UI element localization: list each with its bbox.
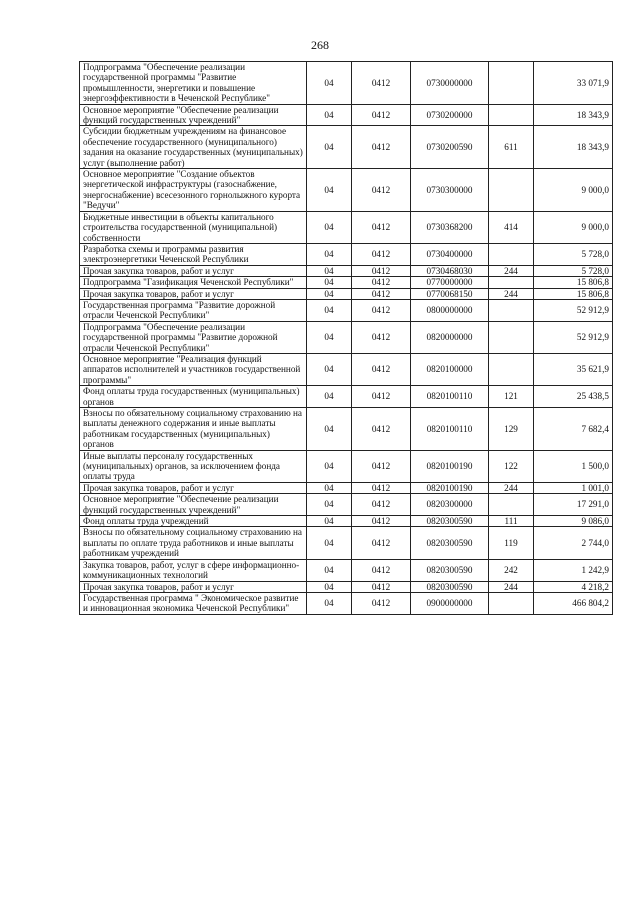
table-row (80, 386, 613, 408)
row-section-cell: 04 (307, 126, 352, 169)
row-name-cell: Взносы по обязательному социальному страхованию на выплаты денежного содержания и иные выплаты работникам государственных (муниципальных) органов (80, 408, 307, 451)
row-name-cell: Подпрограмма "Обеспечение реализации государственной программы "Развитие дорожной отрасли Чеченской Республики" (80, 321, 307, 353)
row-section-cell: 04 (307, 386, 352, 408)
row-amount-cell: 9 000,0 (534, 211, 613, 243)
row-expense-type-cell (489, 353, 534, 385)
row-expense-type-cell: 121 (489, 386, 534, 408)
row-name-cell: Разработка схемы и программы развития электроэнергетики Чеченской Республики (80, 243, 307, 265)
row-subsection-cell: 0412 (352, 527, 411, 559)
table-row (80, 211, 613, 243)
row-name-cell: Прочая закупка товаров, работ и услуг (80, 581, 307, 592)
row-section-cell: 04 (307, 299, 352, 321)
row-expense-type-cell: 129 (489, 408, 534, 451)
row-subsection-cell: 0412 (352, 408, 411, 451)
row-name-cell: Государственная программа "Развитие дорожной отрасли Чеченской Республики" (80, 299, 307, 321)
table-row (80, 482, 613, 493)
row-target-article-cell: 0730468030 (411, 265, 489, 276)
row-target-article-cell: 0900000000 (411, 592, 489, 614)
row-target-article-cell: 0770068150 (411, 288, 489, 299)
row-amount-cell: 15 806,8 (534, 277, 613, 288)
row-name-cell: Подпрограмма "Газификация Чеченской Республики" (80, 277, 307, 288)
row-subsection-cell: 0412 (352, 265, 411, 276)
row-expense-type-cell (489, 169, 534, 212)
table-row (80, 450, 613, 482)
row-expense-type-cell: 244 (489, 265, 534, 276)
row-target-article-cell: 0820300000 (411, 494, 489, 516)
row-expense-type-cell: 611 (489, 126, 534, 169)
row-amount-cell: 7 682,4 (534, 408, 613, 451)
table-row (80, 494, 613, 516)
row-expense-type-cell (489, 104, 534, 126)
row-name-cell: Основное мероприятие "Обеспечение реализации функций государственных учреждений" (80, 494, 307, 516)
row-amount-cell: 35 621,9 (534, 353, 613, 385)
table-row (80, 104, 613, 126)
row-subsection-cell: 0412 (352, 450, 411, 482)
row-amount-cell: 5 728,0 (534, 265, 613, 276)
row-target-article-cell: 0730200000 (411, 104, 489, 126)
row-expense-type-cell (489, 62, 534, 105)
row-name-cell: Основное мероприятие "Обеспечение реализации функций государственных учреждений" (80, 104, 307, 126)
row-amount-cell: 15 806,8 (534, 288, 613, 299)
row-target-article-cell: 0820300590 (411, 559, 489, 581)
row-name-cell: Закупка товаров, работ, услуг в сфере информационно-коммуникационных технологий (80, 559, 307, 581)
row-expense-type-cell (489, 494, 534, 516)
table-row (80, 169, 613, 212)
table-row (80, 277, 613, 288)
row-subsection-cell: 0412 (352, 126, 411, 169)
row-subsection-cell: 0412 (352, 288, 411, 299)
row-subsection-cell: 0412 (352, 211, 411, 243)
row-expense-type-cell: 244 (489, 581, 534, 592)
row-name-cell: Прочая закупка товаров, работ и услуг (80, 288, 307, 299)
row-target-article-cell: 0820300590 (411, 516, 489, 527)
row-name-cell: Субсидии бюджетным учреждениям на финансовое обеспечение государственного (муниципального) задания на оказание государственных (муниципальных) услуг (выполнение работ) (80, 126, 307, 169)
row-section-cell: 04 (307, 482, 352, 493)
row-target-article-cell: 0730368200 (411, 211, 489, 243)
row-section-cell: 04 (307, 516, 352, 527)
row-target-article-cell: 0800000000 (411, 299, 489, 321)
table-row (80, 62, 613, 105)
row-amount-cell: 17 291,0 (534, 494, 613, 516)
row-section-cell: 04 (307, 353, 352, 385)
row-target-article-cell: 0820300590 (411, 527, 489, 559)
row-amount-cell: 4 218,2 (534, 581, 613, 592)
row-amount-cell: 2 744,0 (534, 527, 613, 559)
row-section-cell: 04 (307, 169, 352, 212)
row-subsection-cell: 0412 (352, 299, 411, 321)
row-subsection-cell: 0412 (352, 169, 411, 212)
table-row (80, 592, 613, 614)
row-target-article-cell: 0820000000 (411, 321, 489, 353)
row-target-article-cell: 0730400000 (411, 243, 489, 265)
table-row (80, 527, 613, 559)
row-section-cell: 04 (307, 288, 352, 299)
table-row (80, 408, 613, 451)
row-amount-cell: 1 001,0 (534, 482, 613, 493)
row-expense-type-cell: 244 (489, 482, 534, 493)
row-target-article-cell: 0730300000 (411, 169, 489, 212)
row-target-article-cell: 0820100190 (411, 482, 489, 493)
row-expense-type-cell (489, 277, 534, 288)
row-name-cell: Взносы по обязательному социальному страхованию на выплаты по оплате труда работников и иные выплаты работникам учреждений (80, 527, 307, 559)
row-name-cell: Прочая закупка товаров, работ и услуг (80, 265, 307, 276)
row-amount-cell: 9 000,0 (534, 169, 613, 212)
row-amount-cell: 18 343,9 (534, 126, 613, 169)
row-amount-cell: 52 912,9 (534, 299, 613, 321)
row-expense-type-cell: 244 (489, 288, 534, 299)
row-subsection-cell: 0412 (352, 559, 411, 581)
row-amount-cell: 18 343,9 (534, 104, 613, 126)
row-subsection-cell: 0412 (352, 581, 411, 592)
row-expense-type-cell: 242 (489, 559, 534, 581)
table-row (80, 243, 613, 265)
row-section-cell: 04 (307, 494, 352, 516)
row-target-article-cell: 0730200590 (411, 126, 489, 169)
row-section-cell: 04 (307, 265, 352, 276)
row-expense-type-cell: 414 (489, 211, 534, 243)
row-subsection-cell: 0412 (352, 277, 411, 288)
row-section-cell: 04 (307, 62, 352, 105)
budget-table (79, 61, 613, 615)
row-expense-type-cell (489, 243, 534, 265)
row-expense-type-cell (489, 299, 534, 321)
row-expense-type-cell: 111 (489, 516, 534, 527)
row-name-cell: Фонд оплаты труда государственных (муниципальных) органов (80, 386, 307, 408)
row-name-cell: Основное мероприятие "Создание объектов энергетической инфраструктуры (газоснабжение, энергоснабжение) всесезонного горнолыжного курорта "Ведучи" (80, 169, 307, 212)
table-row (80, 126, 613, 169)
table-row (80, 321, 613, 353)
row-expense-type-cell (489, 321, 534, 353)
row-subsection-cell: 0412 (352, 243, 411, 265)
table-row (80, 516, 613, 527)
row-amount-cell: 25 438,5 (534, 386, 613, 408)
row-section-cell: 04 (307, 277, 352, 288)
row-target-article-cell: 0770000000 (411, 277, 489, 288)
row-amount-cell: 9 086,0 (534, 516, 613, 527)
row-expense-type-cell: 122 (489, 450, 534, 482)
row-name-cell: Подпрограмма "Обеспечение реализации государственной программы "Развитие промышленности, энергетики и повышение энергоэффективности в Чеченской Республике" (80, 62, 307, 105)
row-section-cell: 04 (307, 592, 352, 614)
row-subsection-cell: 0412 (352, 482, 411, 493)
row-name-cell: Прочая закупка товаров, работ и услуг (80, 482, 307, 493)
row-expense-type-cell: 119 (489, 527, 534, 559)
row-amount-cell: 33 071,9 (534, 62, 613, 105)
row-amount-cell: 5 728,0 (534, 243, 613, 265)
row-section-cell: 04 (307, 450, 352, 482)
row-section-cell: 04 (307, 527, 352, 559)
row-section-cell: 04 (307, 581, 352, 592)
table-row (80, 265, 613, 276)
table-row (80, 299, 613, 321)
row-target-article-cell: 0820100110 (411, 408, 489, 451)
row-subsection-cell: 0412 (352, 321, 411, 353)
table-row (80, 559, 613, 581)
row-subsection-cell: 0412 (352, 62, 411, 105)
table-row (80, 353, 613, 385)
page-number: 268 (311, 38, 329, 52)
table-row (80, 581, 613, 592)
table-row (80, 288, 613, 299)
row-subsection-cell: 0412 (352, 494, 411, 516)
row-target-article-cell: 0820100190 (411, 450, 489, 482)
row-section-cell: 04 (307, 211, 352, 243)
row-amount-cell: 1 500,0 (534, 450, 613, 482)
row-target-article-cell: 0730000000 (411, 62, 489, 105)
row-subsection-cell: 0412 (352, 386, 411, 408)
row-target-article-cell: 0820100110 (411, 386, 489, 408)
row-amount-cell: 466 804,2 (534, 592, 613, 614)
row-subsection-cell: 0412 (352, 516, 411, 527)
row-subsection-cell: 0412 (352, 592, 411, 614)
budget-table-body (80, 62, 613, 615)
row-name-cell: Иные выплаты персоналу государственных (муниципальных) органов, за исключением фонда оплаты труда (80, 450, 307, 482)
row-name-cell: Государственная программа " Экономическое развитие и инновационная экономика Чеченской Республики" (80, 592, 307, 614)
row-section-cell: 04 (307, 104, 352, 126)
row-target-article-cell: 0820100000 (411, 353, 489, 385)
row-section-cell: 04 (307, 243, 352, 265)
row-amount-cell: 1 242,9 (534, 559, 613, 581)
row-subsection-cell: 0412 (352, 104, 411, 126)
row-section-cell: 04 (307, 408, 352, 451)
row-section-cell: 04 (307, 559, 352, 581)
row-amount-cell: 52 912,9 (534, 321, 613, 353)
row-name-cell: Фонд оплаты труда учреждений (80, 516, 307, 527)
row-expense-type-cell (489, 592, 534, 614)
row-section-cell: 04 (307, 321, 352, 353)
row-name-cell: Бюджетные инвестиции в объекты капитального строительства государственной (муниципальной) собственности (80, 211, 307, 243)
row-subsection-cell: 0412 (352, 353, 411, 385)
row-target-article-cell: 0820300590 (411, 581, 489, 592)
row-name-cell: Основное мероприятие "Реализация функций аппаратов исполнителей и участников государственной программы" (80, 353, 307, 385)
